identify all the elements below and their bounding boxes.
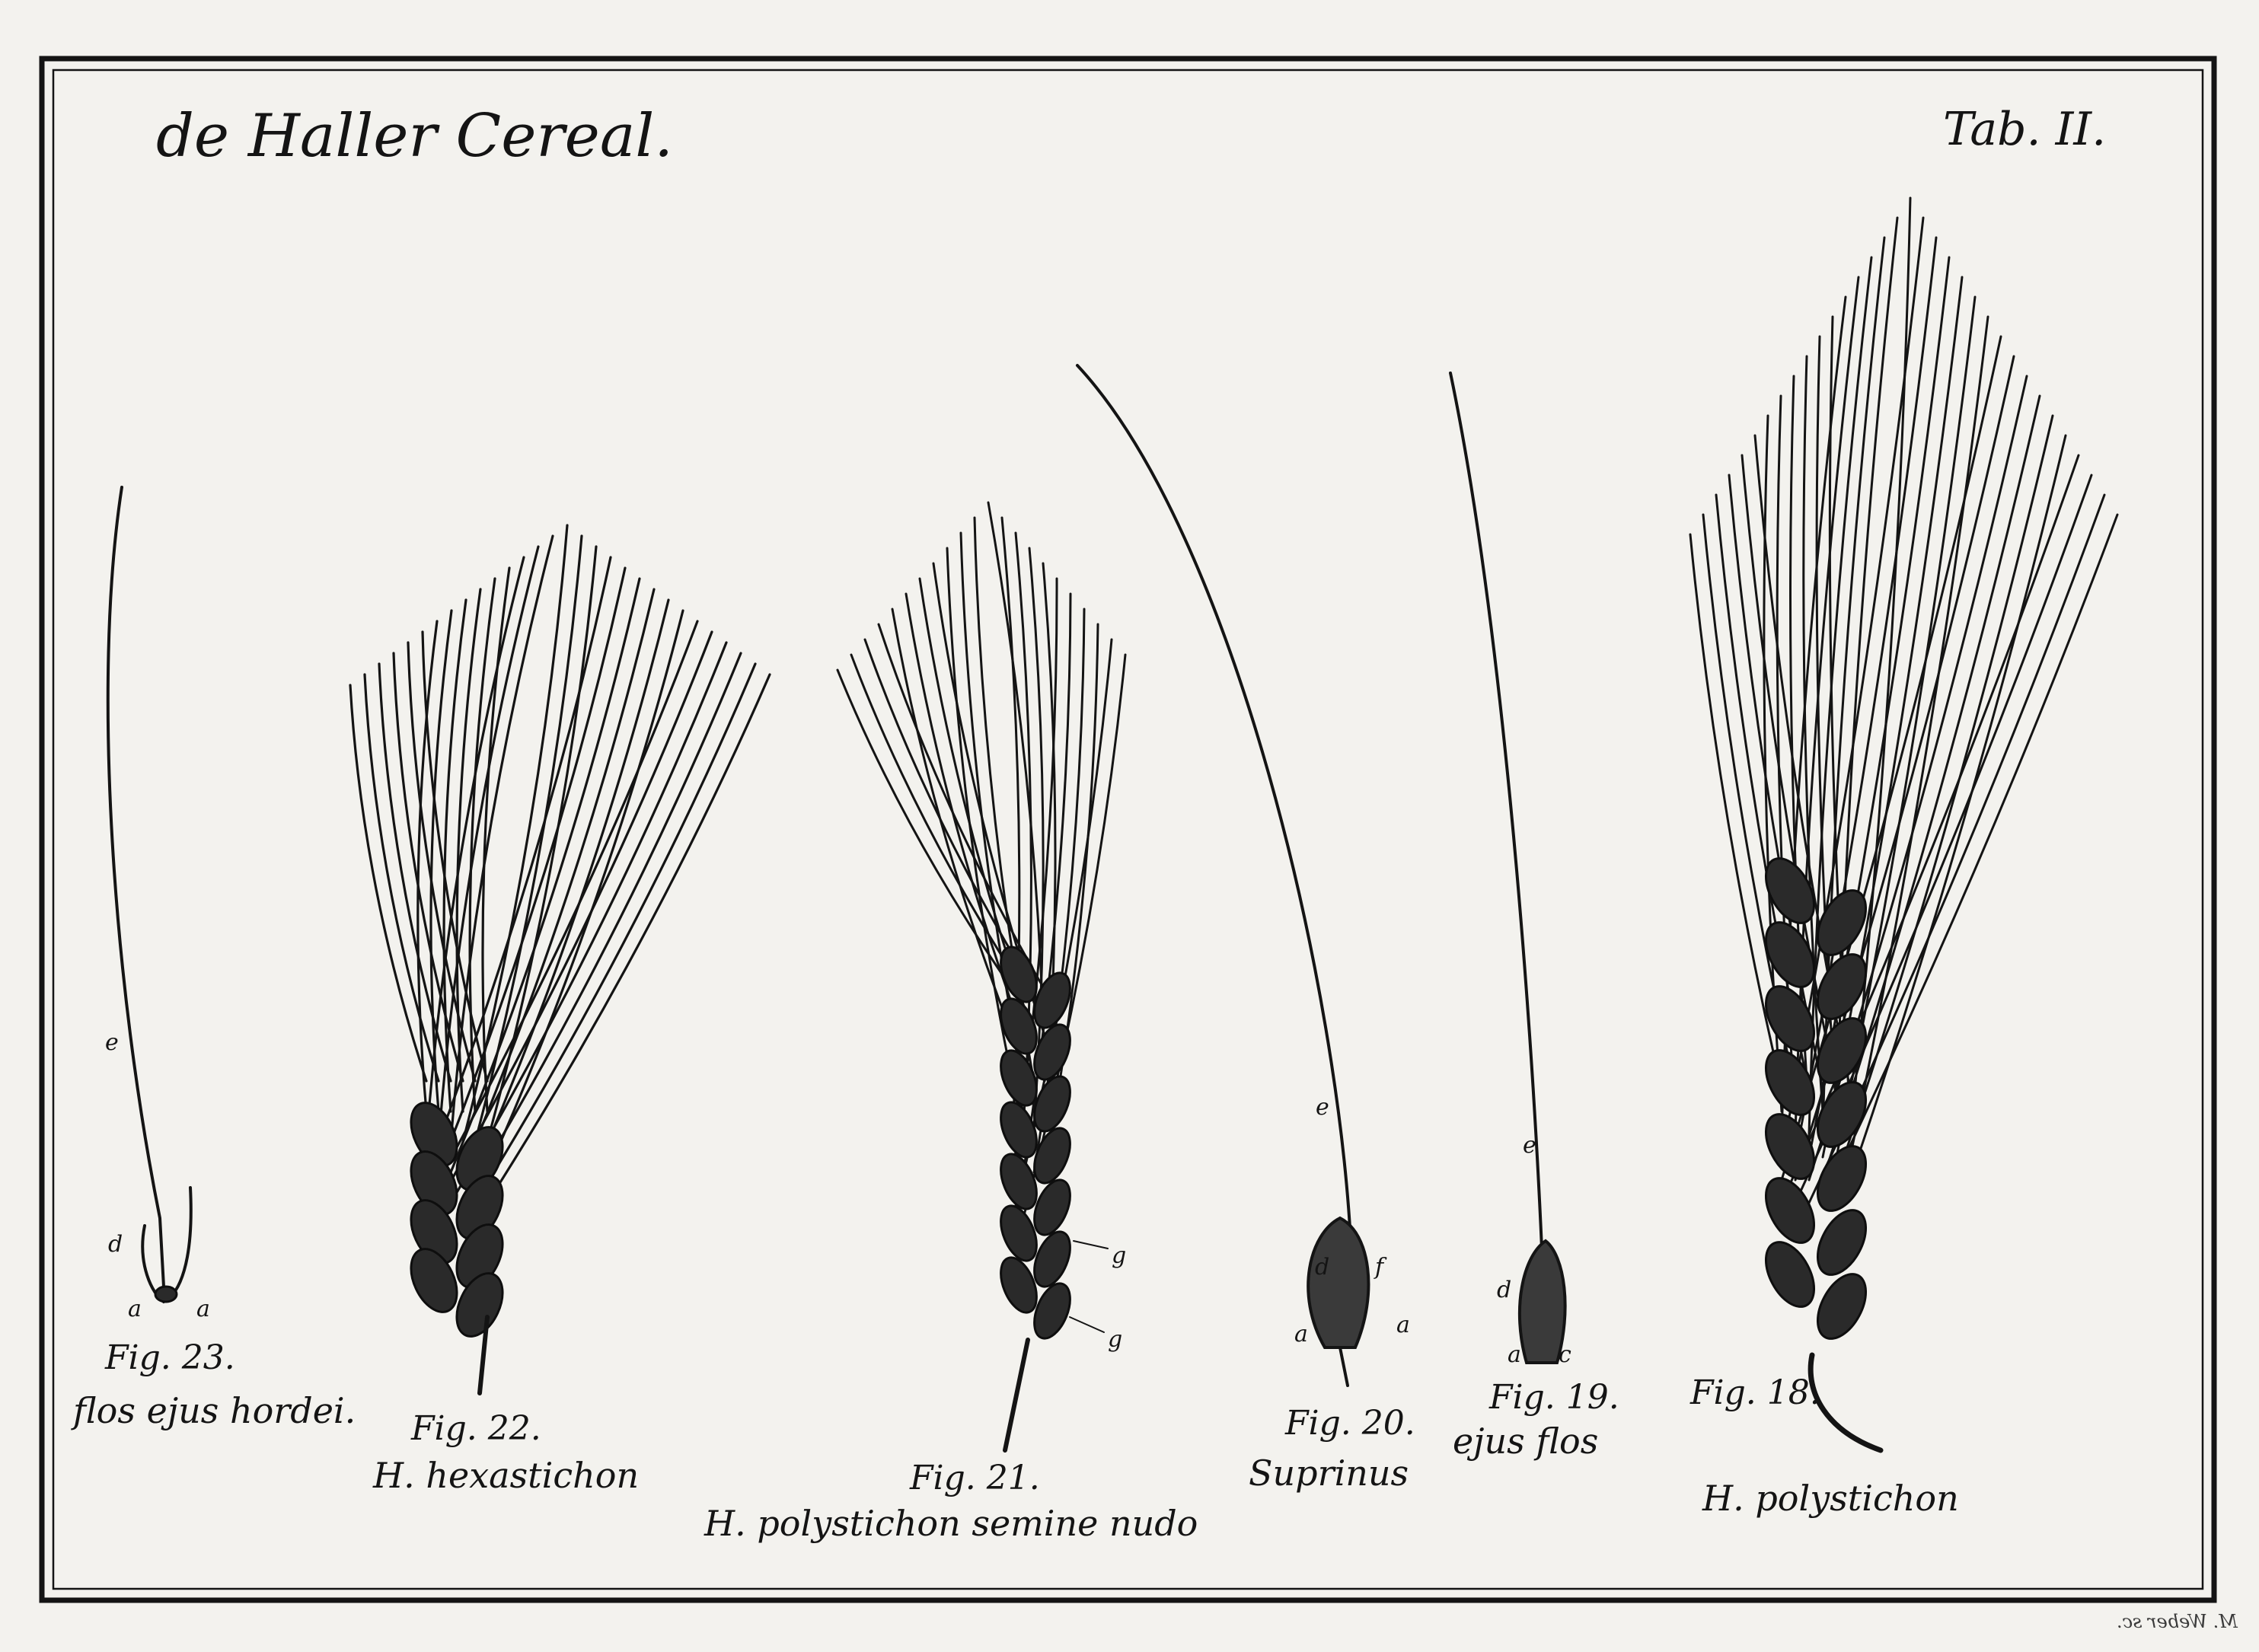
fig-19-part-d: d	[1497, 1277, 1512, 1303]
fig-22-awn	[463, 653, 741, 1203]
fig-21-pointer	[1070, 1317, 1104, 1332]
fig-19-awn	[1450, 373, 1542, 1249]
fig-22-caption: H. hexastichon	[373, 1455, 640, 1496]
inner-frame	[53, 70, 2203, 1589]
fig-20-part-f: f	[1375, 1254, 1384, 1280]
fig-23-glume	[142, 1188, 190, 1302]
fig-23-awn	[108, 487, 164, 1287]
plate-title: de Haller Cereal.	[156, 102, 674, 171]
fig-23-part-d: d	[108, 1231, 123, 1258]
fig-18-caption: H. polystichon	[1702, 1478, 1959, 1519]
fig-23-part-e: e	[105, 1029, 119, 1056]
fig-20-part-d: d	[1315, 1254, 1330, 1280]
plate-number: Tab. II.	[1943, 103, 2107, 156]
outer-frame	[42, 59, 2214, 1600]
fig-18-label: Fig. 18.	[1690, 1373, 1820, 1412]
fig-19-part-a: a	[1508, 1341, 1521, 1368]
fig-23-base	[155, 1287, 177, 1302]
fig-20-floret	[1308, 1218, 1368, 1347]
fig-18-grain	[1756, 1170, 1823, 1251]
fig-22-awn	[426, 557, 611, 1172]
fig-18-grain	[1808, 1266, 1875, 1347]
fig-20-awn	[1077, 365, 1351, 1256]
fig-21-part-g-lower: g	[1108, 1326, 1123, 1353]
fig-20-part-e: e	[1316, 1094, 1329, 1121]
fig-21-stem	[1005, 1340, 1028, 1450]
fig-19-label: Fig. 19.	[1489, 1378, 1619, 1417]
fig-20-part-a-right: a	[1396, 1312, 1410, 1338]
fig-18-grain	[1808, 1202, 1875, 1283]
fig-21-awn	[865, 639, 1034, 990]
fig-18-stem	[1811, 1355, 1881, 1450]
fig-21-pointer	[1074, 1241, 1108, 1249]
fig-23-label: Fig. 23.	[105, 1338, 235, 1377]
fig-22-label: Fig. 22.	[411, 1409, 541, 1448]
fig-23-caption: flos ejus hordei.	[73, 1390, 356, 1431]
fig-21-label: Fig. 21.	[910, 1459, 1040, 1497]
fig-21-caption: H. polystichon semine nudo	[704, 1503, 1198, 1544]
fig-22-awn	[487, 675, 770, 1203]
fig-20-caption: Suprinus	[1249, 1453, 1409, 1494]
fig-21-part-g-upper: g	[1112, 1242, 1127, 1269]
fig-18-grain	[1756, 1234, 1823, 1315]
fig-20-label: Fig. 20.	[1285, 1404, 1415, 1443]
fig-19-caption: ejus flos	[1453, 1421, 1599, 1462]
fig-20-stalk	[1340, 1347, 1348, 1386]
fig-23-part-a-right: a	[196, 1296, 210, 1322]
engraver-signature: M. Weber sc.	[2117, 1611, 2238, 1632]
fig-19-part-c: c	[1559, 1341, 1571, 1368]
fig-20-part-a-left: a	[1294, 1321, 1308, 1347]
fig-22-awn	[475, 664, 755, 1203]
fig-19-part-e: e	[1523, 1132, 1536, 1159]
fig-23-part-a-left: a	[128, 1296, 142, 1322]
fig-22-awn	[439, 568, 625, 1172]
